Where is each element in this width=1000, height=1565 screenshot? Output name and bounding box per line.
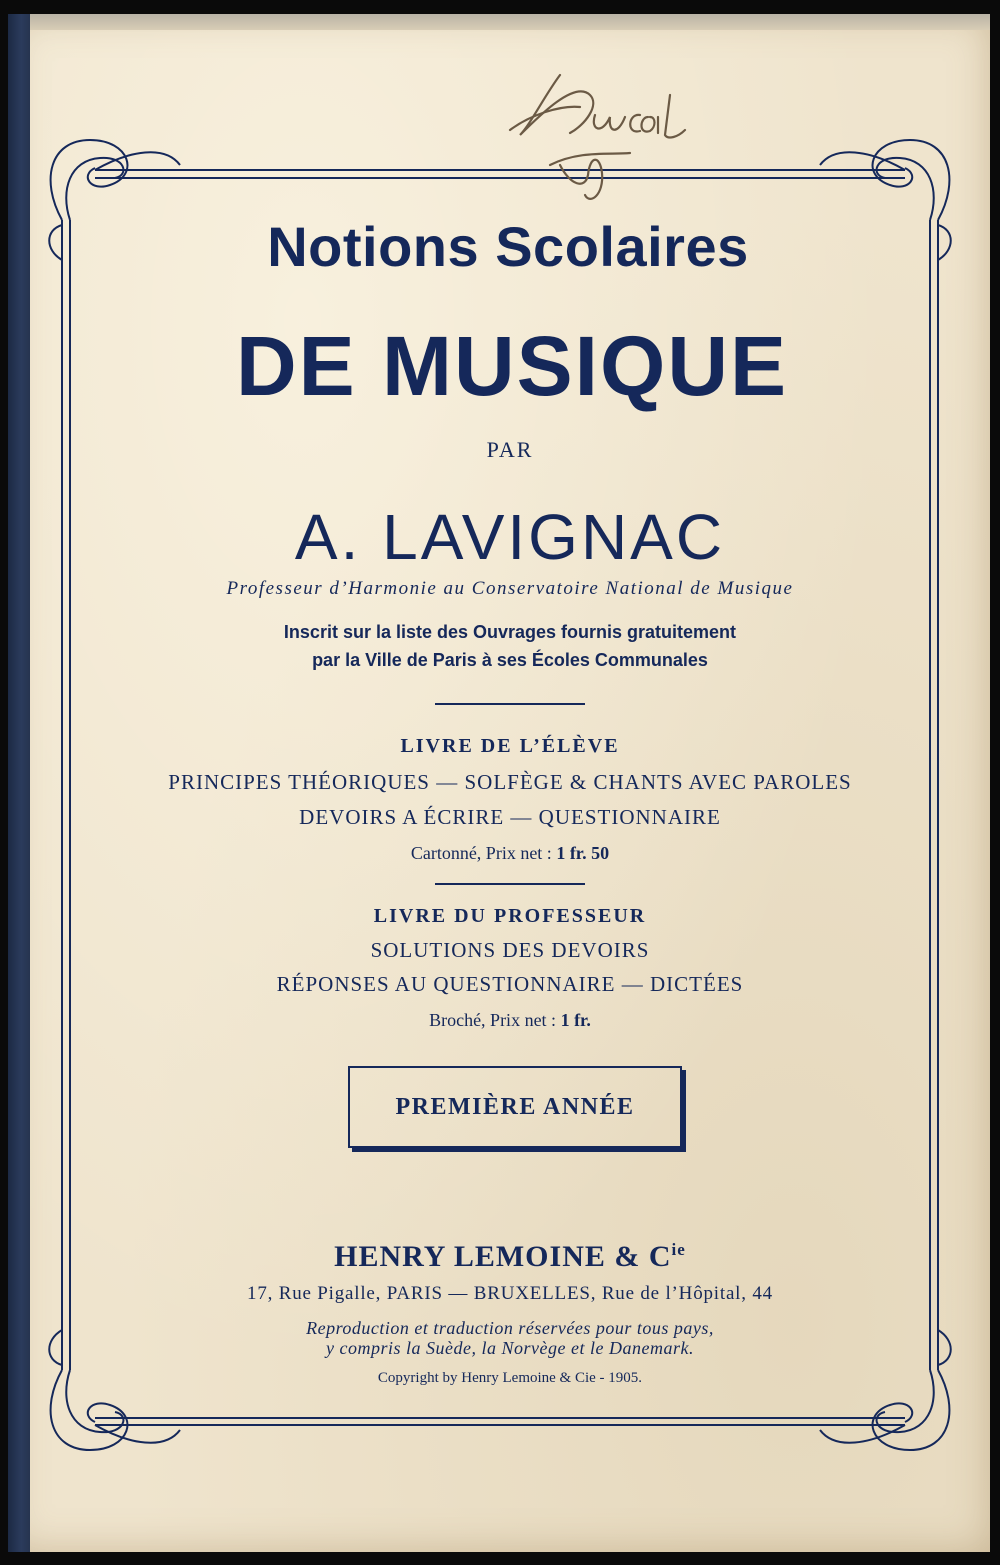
teacher-book-price-value: 1 fr. <box>560 1010 591 1030</box>
student-book-price <box>10 843 1000 864</box>
main-title: DE MUSIQUE <box>235 319 789 413</box>
divider-rule <box>435 703 585 705</box>
student-book-line-2: DEVOIRS A ÉCRIRE — QUESTIONNAIRE <box>299 805 721 829</box>
publisher-name-text: HENRY LEMOINE & C <box>334 1240 672 1273</box>
teacher-book-heading: LIVRE DU PROFESSEUR <box>373 905 647 927</box>
teacher-book-price-label: Broché, Prix net : <box>429 1010 557 1030</box>
teacher-book-line-1: SOLUTIONS DES DEVOIRS <box>370 938 650 962</box>
student-book-price-value: 1 fr. 50 <box>556 843 610 863</box>
author-role: Professeur d’Harmonie au Conservatoire National de Musique <box>226 578 794 599</box>
publisher-address: 17, Rue Pigalle, PARIS — BRUXELLES, Rue de l’Hôpital, 44 <box>247 1283 773 1304</box>
year-label: PREMIÈRE ANNÉE <box>395 1094 635 1120</box>
year-box <box>348 1066 682 1148</box>
student-book-price-label: Cartonné, Prix net : <box>410 843 552 863</box>
student-book-line-1: PRINCIPES THÉORIQUES — SOLFÈGE & CHANTS AVEC PAROLES <box>168 770 852 794</box>
divider-rule <box>435 883 585 885</box>
teacher-book-price <box>10 1010 1000 1031</box>
student-book-heading: LIVRE DE L’ÉLÈVE <box>400 735 620 757</box>
inscription-line-1: Inscrit sur la liste des Ouvrages fournis gratuitement <box>283 622 737 642</box>
rights-line-2: y compris la Suède, la Norvège et le Danemark. <box>326 1338 694 1358</box>
publisher-name <box>10 1240 1000 1274</box>
copyright-line: Copyright by Henry Lemoine & Cie - 1905. <box>377 1370 643 1386</box>
author-name: A. LAVIGNAC <box>294 501 726 573</box>
teacher-book-line-2: RÉPONSES AU QUESTIONNAIRE — DICTÉES <box>276 972 744 996</box>
handwritten-signature <box>490 55 710 220</box>
inscription-line-2: par la Ville de Paris à ses Écoles Communales <box>312 650 708 670</box>
series-title: Notions Scolaires <box>267 215 749 278</box>
rights-line-1: Reproduction et traduction réservées pour tous pays, <box>306 1318 714 1338</box>
by-label: PAR <box>486 437 534 462</box>
publisher-name-sup: ie <box>671 1240 686 1259</box>
